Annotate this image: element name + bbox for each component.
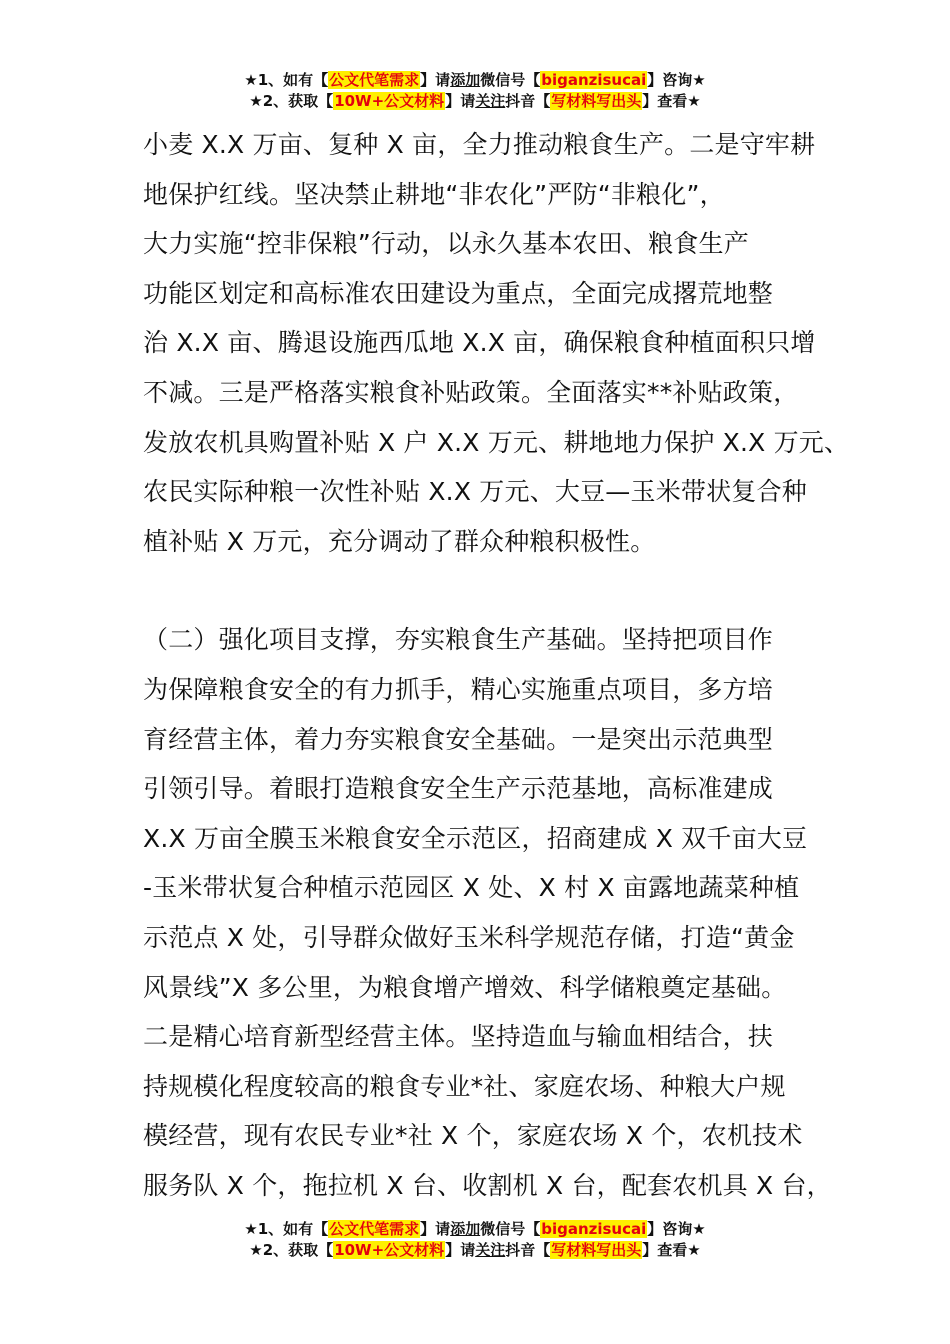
banner-text: 抖音【: [505, 92, 551, 110]
text-line: 示范点 X 处，引导群众做好玉米科学规范存储，打造“黄金: [143, 922, 795, 952]
text-line: 发放农机具购置补贴 X 户 X.X 万元、耕地地力保护 X.X 万元、: [143, 427, 850, 457]
text-line: 大力实施“控非保粮”行动，以永久基本农田、粮食生产: [143, 229, 749, 259]
banner-text: 微信号【: [480, 71, 541, 89]
banner-line-1: [0, 1219, 950, 1240]
text-line: 二是精心培育新型经营主体。坚持造血与输血相结合，扶: [143, 1022, 774, 1052]
text-line: （二）强化项目支撑，夯实粮食生产基础。坚持把项目作: [143, 625, 774, 655]
paragraph-2: [143, 615, 833, 1210]
banner-highlight: 10W+公文材料: [334, 1241, 445, 1259]
banner-highlight: 公文代笔需求: [329, 71, 420, 89]
banner-text: ★1、如有【: [244, 1220, 329, 1238]
paragraph-gap: [143, 566, 833, 615]
banner-text: 】查看★: [642, 92, 701, 110]
text-line: 持规模化程度较高的粮食专业*社、家庭农场、种粮大户规: [143, 1071, 786, 1101]
banner-highlight: 10W+公文材料: [334, 92, 445, 110]
text-line: 地保护红线。坚决禁止耕地“非农化”严防“非粮化”，: [143, 179, 725, 209]
banner-highlight: biganzisucai: [541, 1220, 647, 1238]
text-line: 功能区划定和高标准农田建设为重点，全面完成撂荒地整: [143, 278, 774, 308]
text-line: 风景线”X 多公里，为粮食增产增效、科学储粮奠定基础。: [143, 972, 787, 1002]
banner-text: ★2、获取【: [249, 1241, 334, 1259]
banner-highlight: 写材料写出头: [551, 92, 642, 110]
banner-text: 】请: [445, 92, 476, 110]
banner-line-2: [0, 1240, 950, 1261]
banner-text: 】请: [420, 71, 451, 89]
banner-underline: 关注: [475, 1241, 506, 1259]
text-line: 为保障粮食安全的有力抓手，精心实施重点项目，多方培: [143, 674, 774, 704]
banner-text: 】咨询★: [647, 1220, 706, 1238]
banner-text: 】请: [420, 1220, 451, 1238]
banner-line-1: [0, 70, 950, 91]
banner-highlight: biganzisucai: [541, 71, 647, 89]
text-line: -玉米带状复合种植示范园区 X 处、X 村 X 亩露地蔬菜种植: [143, 873, 800, 903]
text-line: 农民实际种粮一次性补贴 X.X 万元、大豆—玉米带状复合种: [143, 477, 807, 507]
text-line: 植补贴 X 万元，充分调动了群众种粮积极性。: [143, 526, 656, 556]
banner-text: 】查看★: [642, 1241, 701, 1259]
banner-underline: 添加: [450, 71, 481, 89]
banner-underline: 添加: [450, 1220, 481, 1238]
footer-banner: [0, 1219, 950, 1261]
banner-line-2: [0, 91, 950, 112]
banner-highlight: 公文代笔需求: [329, 1220, 420, 1238]
text-line: 育经营主体，着力夯实粮食安全基础。一是突出示范典型: [143, 724, 774, 754]
banner-underline: 关注: [475, 92, 506, 110]
text-line: 引领引导。着眼打造粮食安全生产示范基地，高标准建成: [143, 774, 774, 804]
text-line: X.X 万亩全膜玉米粮食安全示范区，招商建成 X 双千亩大豆: [143, 823, 808, 853]
banner-highlight: 写材料写出头: [551, 1241, 642, 1259]
text-line: 服务队 X 个，拖拉机 X 台、收割机 X 台，配套农机具 X 台，: [143, 1170, 832, 1200]
text-line: 不减。三是严格落实粮食补贴政策。全面落实**补贴政策，: [143, 377, 799, 407]
paragraph-1: [143, 120, 850, 566]
banner-text: 】请: [445, 1241, 476, 1259]
document-body: [143, 120, 850, 1210]
text-line: 模经营，现有农民专业*社 X 个，家庭农场 X 个，农机技术: [143, 1121, 803, 1151]
banner-text: ★1、如有【: [244, 71, 329, 89]
text-line: 小麦 X.X 万亩、复种 X 亩，全力推动粮食生产。二是守牢耕: [143, 130, 816, 159]
banner-text: ★2、获取【: [249, 92, 334, 110]
banner-text: 】咨询★: [647, 71, 706, 89]
text-line: 治 X.X 亩、腾退设施西瓜地 X.X 亩，确保粮食种植面积只增: [143, 328, 816, 358]
header-banner: [0, 70, 950, 112]
banner-text: 微信号【: [480, 1220, 541, 1238]
banner-text: 抖音【: [505, 1241, 551, 1259]
